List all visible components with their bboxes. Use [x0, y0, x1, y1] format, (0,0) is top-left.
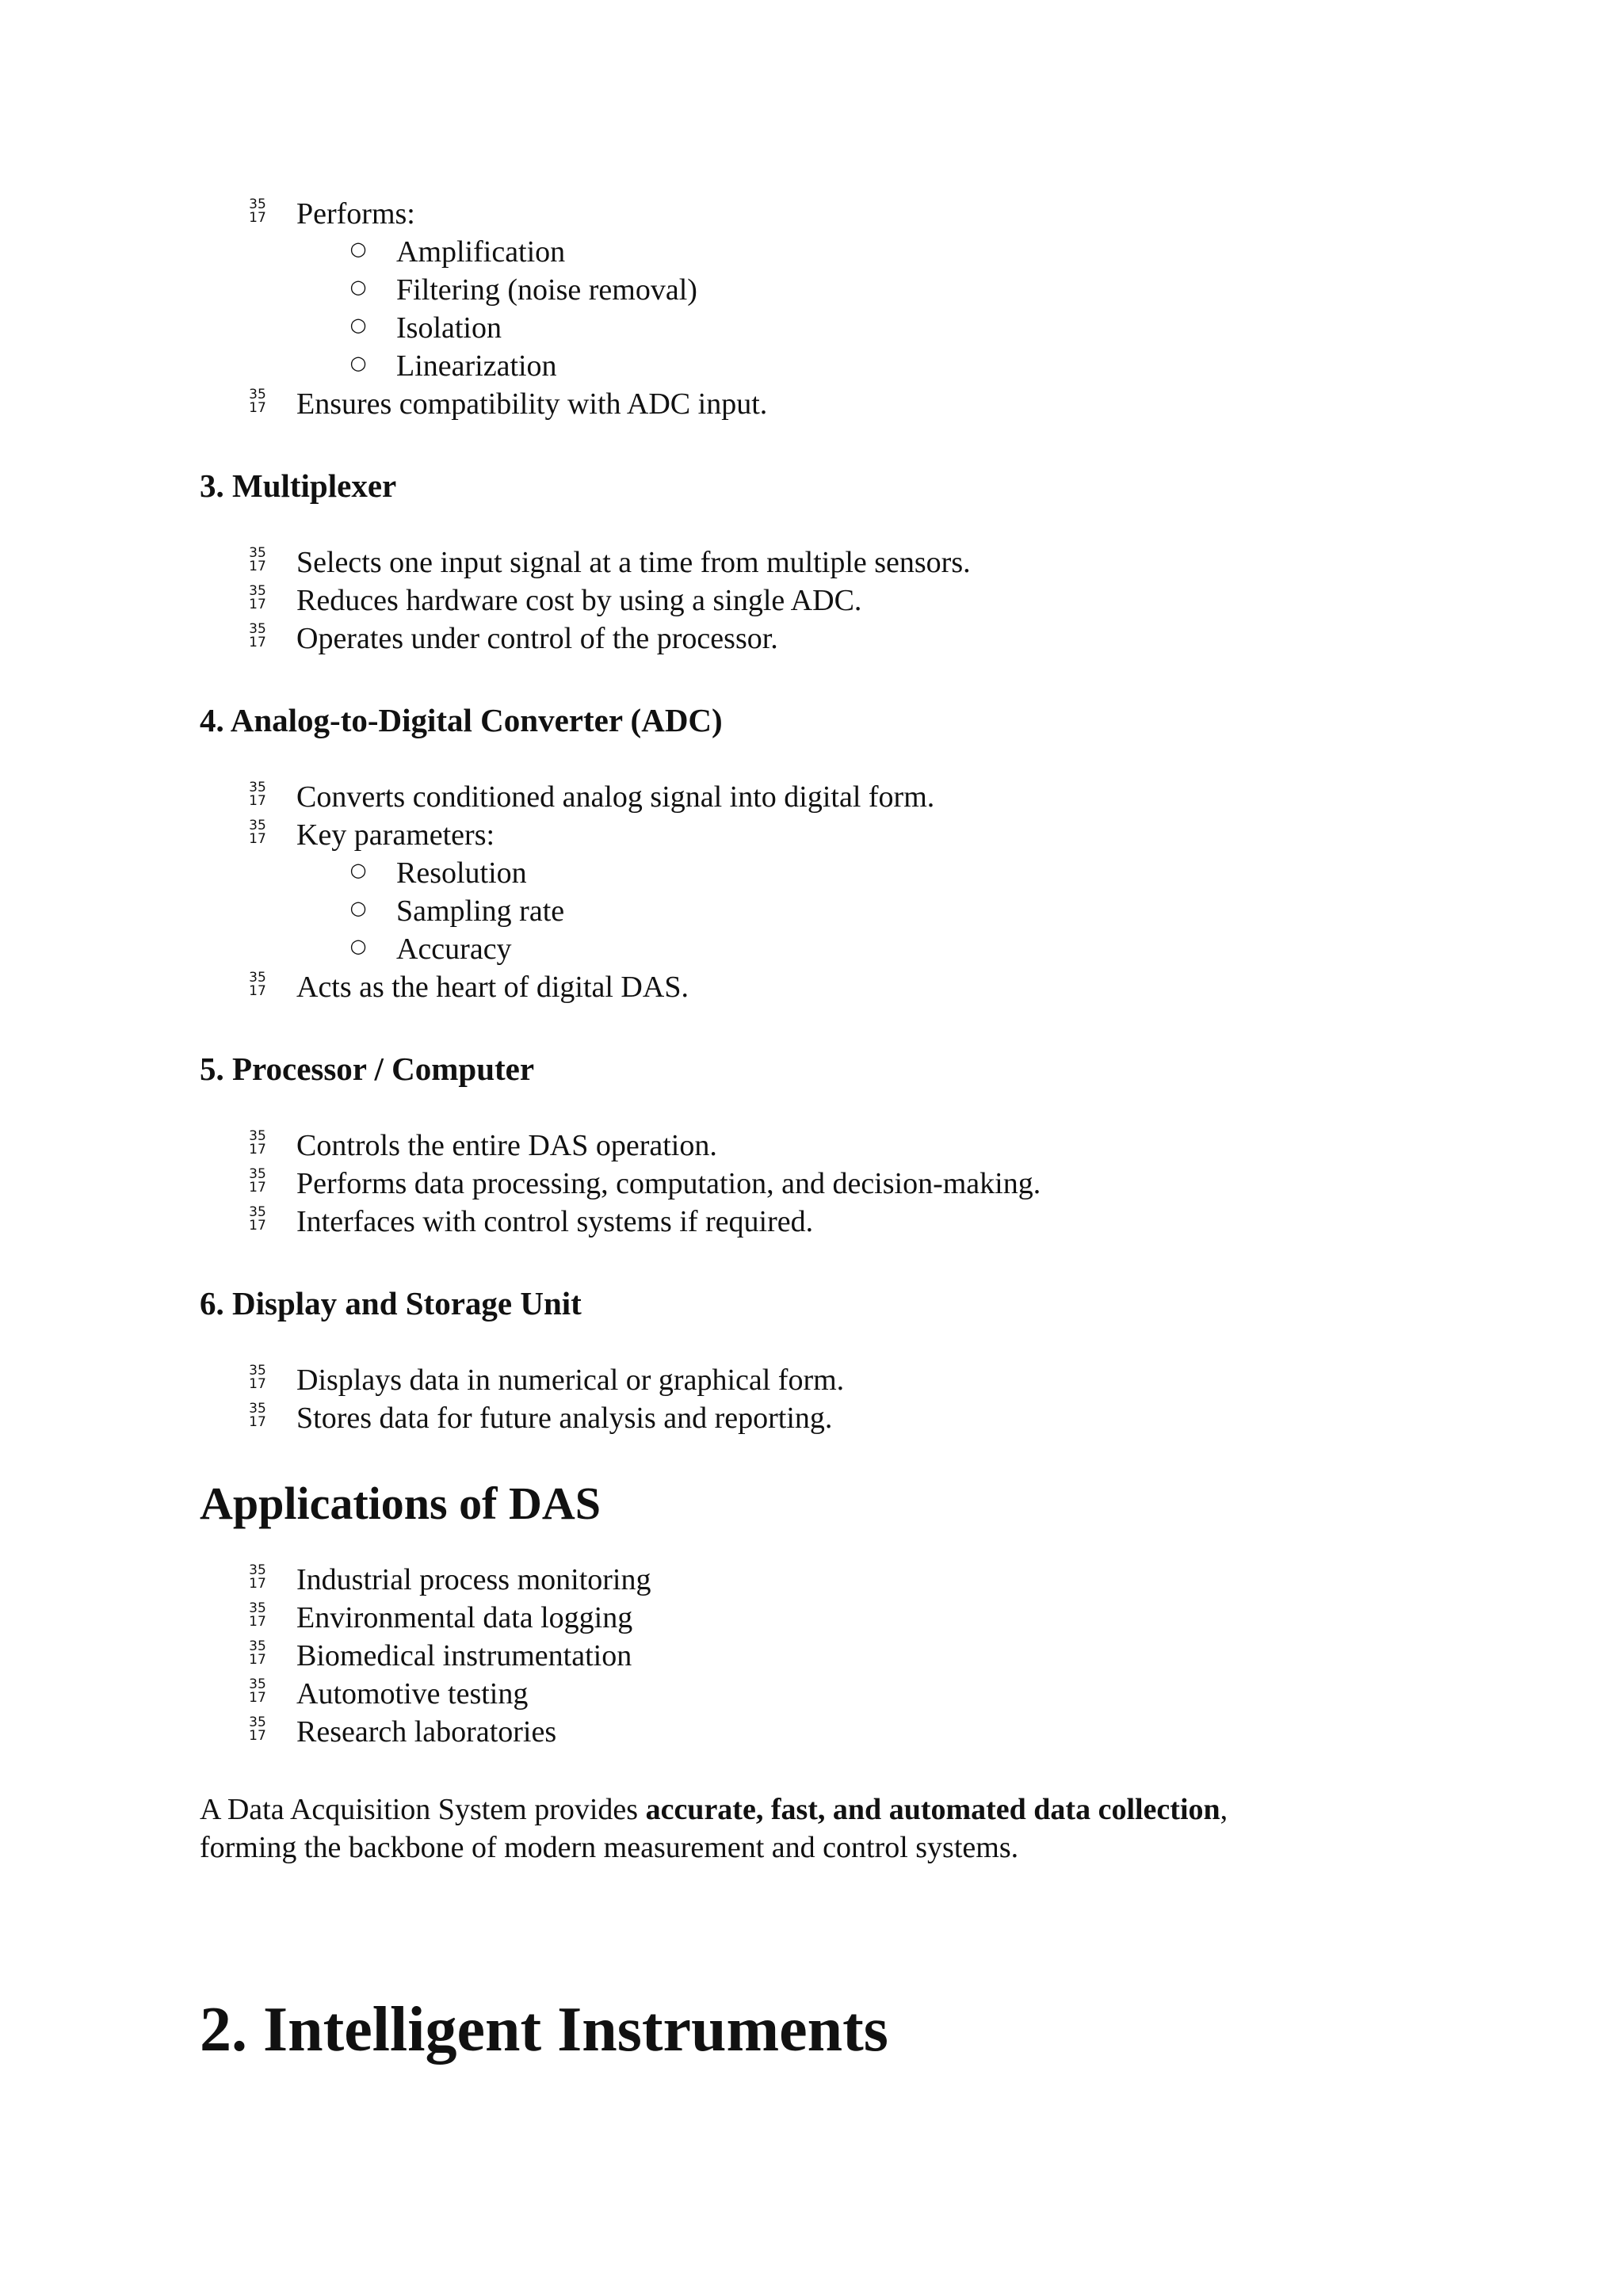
applications-heading: Applications of DAS	[200, 1478, 601, 1529]
list-item-text: Environmental data logging	[296, 1601, 633, 1634]
bullet-glyph-icon: 35 17	[249, 387, 266, 416]
sub-list-item-text: Filtering (noise removal)	[396, 273, 697, 307]
section-list	[200, 778, 1436, 1006]
section-list	[200, 543, 1436, 658]
sub-list-item	[200, 271, 1436, 309]
sub-list-item-text: Accuracy	[396, 933, 512, 966]
list-item-text: Ensures compatibility with ADC input.	[296, 387, 768, 421]
section-heading: 3. Multiplexer	[200, 467, 397, 504]
bullet-glyph-icon: 35 17	[249, 818, 266, 847]
sub-list-item-text: Resolution	[396, 856, 527, 890]
list-item	[200, 968, 1436, 1006]
sub-list-item	[200, 233, 1436, 271]
list-item-text: Controls the entire DAS operation.	[296, 1129, 717, 1162]
section-heading: 4. Analog-to-Digital Converter (ADC)	[200, 702, 723, 738]
section-heading: 5. Processor / Computer	[200, 1051, 535, 1087]
list-item-text: Automotive testing	[296, 1677, 529, 1711]
circle-bullet-icon: ○	[349, 897, 367, 919]
list-item-text: Displays data in numerical or graphical form.	[296, 1363, 845, 1397]
bullet-glyph-icon: 35 17	[249, 1638, 266, 1668]
sub-list-item	[200, 347, 1436, 385]
summary-line-1: A Data Acquisition System provides accurate, fast, and automated data collection,	[200, 1793, 1228, 1826]
list-item	[200, 1203, 1436, 1241]
list-item	[200, 1361, 1436, 1399]
bullet-glyph-icon: 35 17	[249, 1714, 266, 1744]
bullet-glyph-icon: 35 17	[249, 1562, 266, 1592]
list-item-text: Operates under control of the processor.	[296, 622, 778, 655]
sub-list-item	[200, 854, 1436, 892]
bullet-glyph-icon: 35 17	[249, 970, 266, 999]
list-item	[200, 1637, 1436, 1675]
chapter-heading: 2. Intelligent Instruments	[200, 1995, 888, 2065]
document-page	[200, 195, 1436, 2066]
summary-line-2: forming the backbone of modern measurement and control systems.	[200, 1831, 1019, 1864]
sub-list-item	[200, 309, 1436, 347]
list-item-text: Research laboratories	[296, 1715, 557, 1749]
list-item-text: Reduces hardware cost by using a single ADC.	[296, 584, 862, 617]
circle-bullet-icon: ○	[349, 238, 367, 260]
list-item	[200, 543, 1436, 582]
list-item-text: Performs:	[296, 197, 415, 231]
list-item	[200, 620, 1436, 658]
bullet-glyph-icon: 35 17	[249, 583, 266, 612]
list-item	[200, 1165, 1436, 1203]
bullet-glyph-icon: 35 17	[249, 545, 266, 574]
list-item	[200, 1713, 1436, 1751]
circle-bullet-icon: ○	[349, 859, 367, 881]
circle-bullet-icon: ○	[349, 352, 367, 374]
list-item	[200, 1561, 1436, 1599]
summary-emphasis: accurate, fast, and automated data collection	[645, 1793, 1220, 1826]
circle-bullet-icon: ○	[349, 314, 367, 336]
list-item	[200, 1599, 1436, 1637]
bullet-glyph-icon: 35 17	[249, 621, 266, 650]
bullet-glyph-icon: 35 17	[249, 1363, 266, 1392]
bullet-glyph-icon: 35 17	[249, 1676, 266, 1706]
list-item-text: Interfaces with control systems if required.	[296, 1205, 814, 1238]
bullet-glyph-icon: 35 17	[249, 1600, 266, 1630]
section-list	[200, 1127, 1436, 1241]
list-item	[200, 1399, 1436, 1437]
circle-bullet-icon: ○	[349, 935, 367, 957]
list-item-text: Performs data processing, computation, and decision-making.	[296, 1167, 1041, 1200]
bullet-glyph-icon: 35 17	[249, 780, 266, 809]
list-item-text: Key parameters:	[296, 818, 495, 852]
summary-paragraph	[200, 1791, 1436, 1867]
section-heading: 6. Display and Storage Unit	[200, 1285, 582, 1322]
sub-list-item-text: Isolation	[396, 311, 502, 345]
list-item-text: Converts conditioned analog signal into digital form.	[296, 780, 935, 814]
section-list	[200, 1361, 1436, 1437]
list-item	[200, 385, 1436, 423]
bullet-glyph-icon: 35 17	[249, 1204, 266, 1234]
bullet-glyph-icon: 35 17	[249, 1128, 266, 1158]
list-item-text: Selects one input signal at a time from multiple sensors.	[296, 546, 971, 579]
bullet-glyph-icon: 35 17	[249, 1401, 266, 1430]
list-item-text: Biomedical instrumentation	[296, 1639, 632, 1672]
bullet-glyph-icon: 35 17	[249, 196, 266, 226]
list-item	[200, 816, 1436, 854]
sub-list-item-text: Linearization	[396, 349, 557, 383]
bullet-glyph-icon: 35 17	[249, 1166, 266, 1196]
applications-list	[200, 1561, 1436, 1751]
list-item-text: Acts as the heart of digital DAS.	[296, 971, 689, 1004]
top-list	[200, 195, 1436, 423]
list-item-text: Stores data for future analysis and reporting.	[296, 1402, 833, 1435]
list-item	[200, 1675, 1436, 1713]
list-item	[200, 1127, 1436, 1165]
sub-list-item	[200, 892, 1436, 930]
list-item	[200, 778, 1436, 816]
sub-list-item-text: Sampling rate	[396, 894, 565, 928]
sub-list-item-text: Amplification	[396, 235, 566, 269]
list-item-text: Industrial process monitoring	[296, 1563, 651, 1596]
list-item	[200, 195, 1436, 233]
list-item	[200, 582, 1436, 620]
circle-bullet-icon: ○	[349, 276, 367, 298]
sub-list-item	[200, 930, 1436, 968]
